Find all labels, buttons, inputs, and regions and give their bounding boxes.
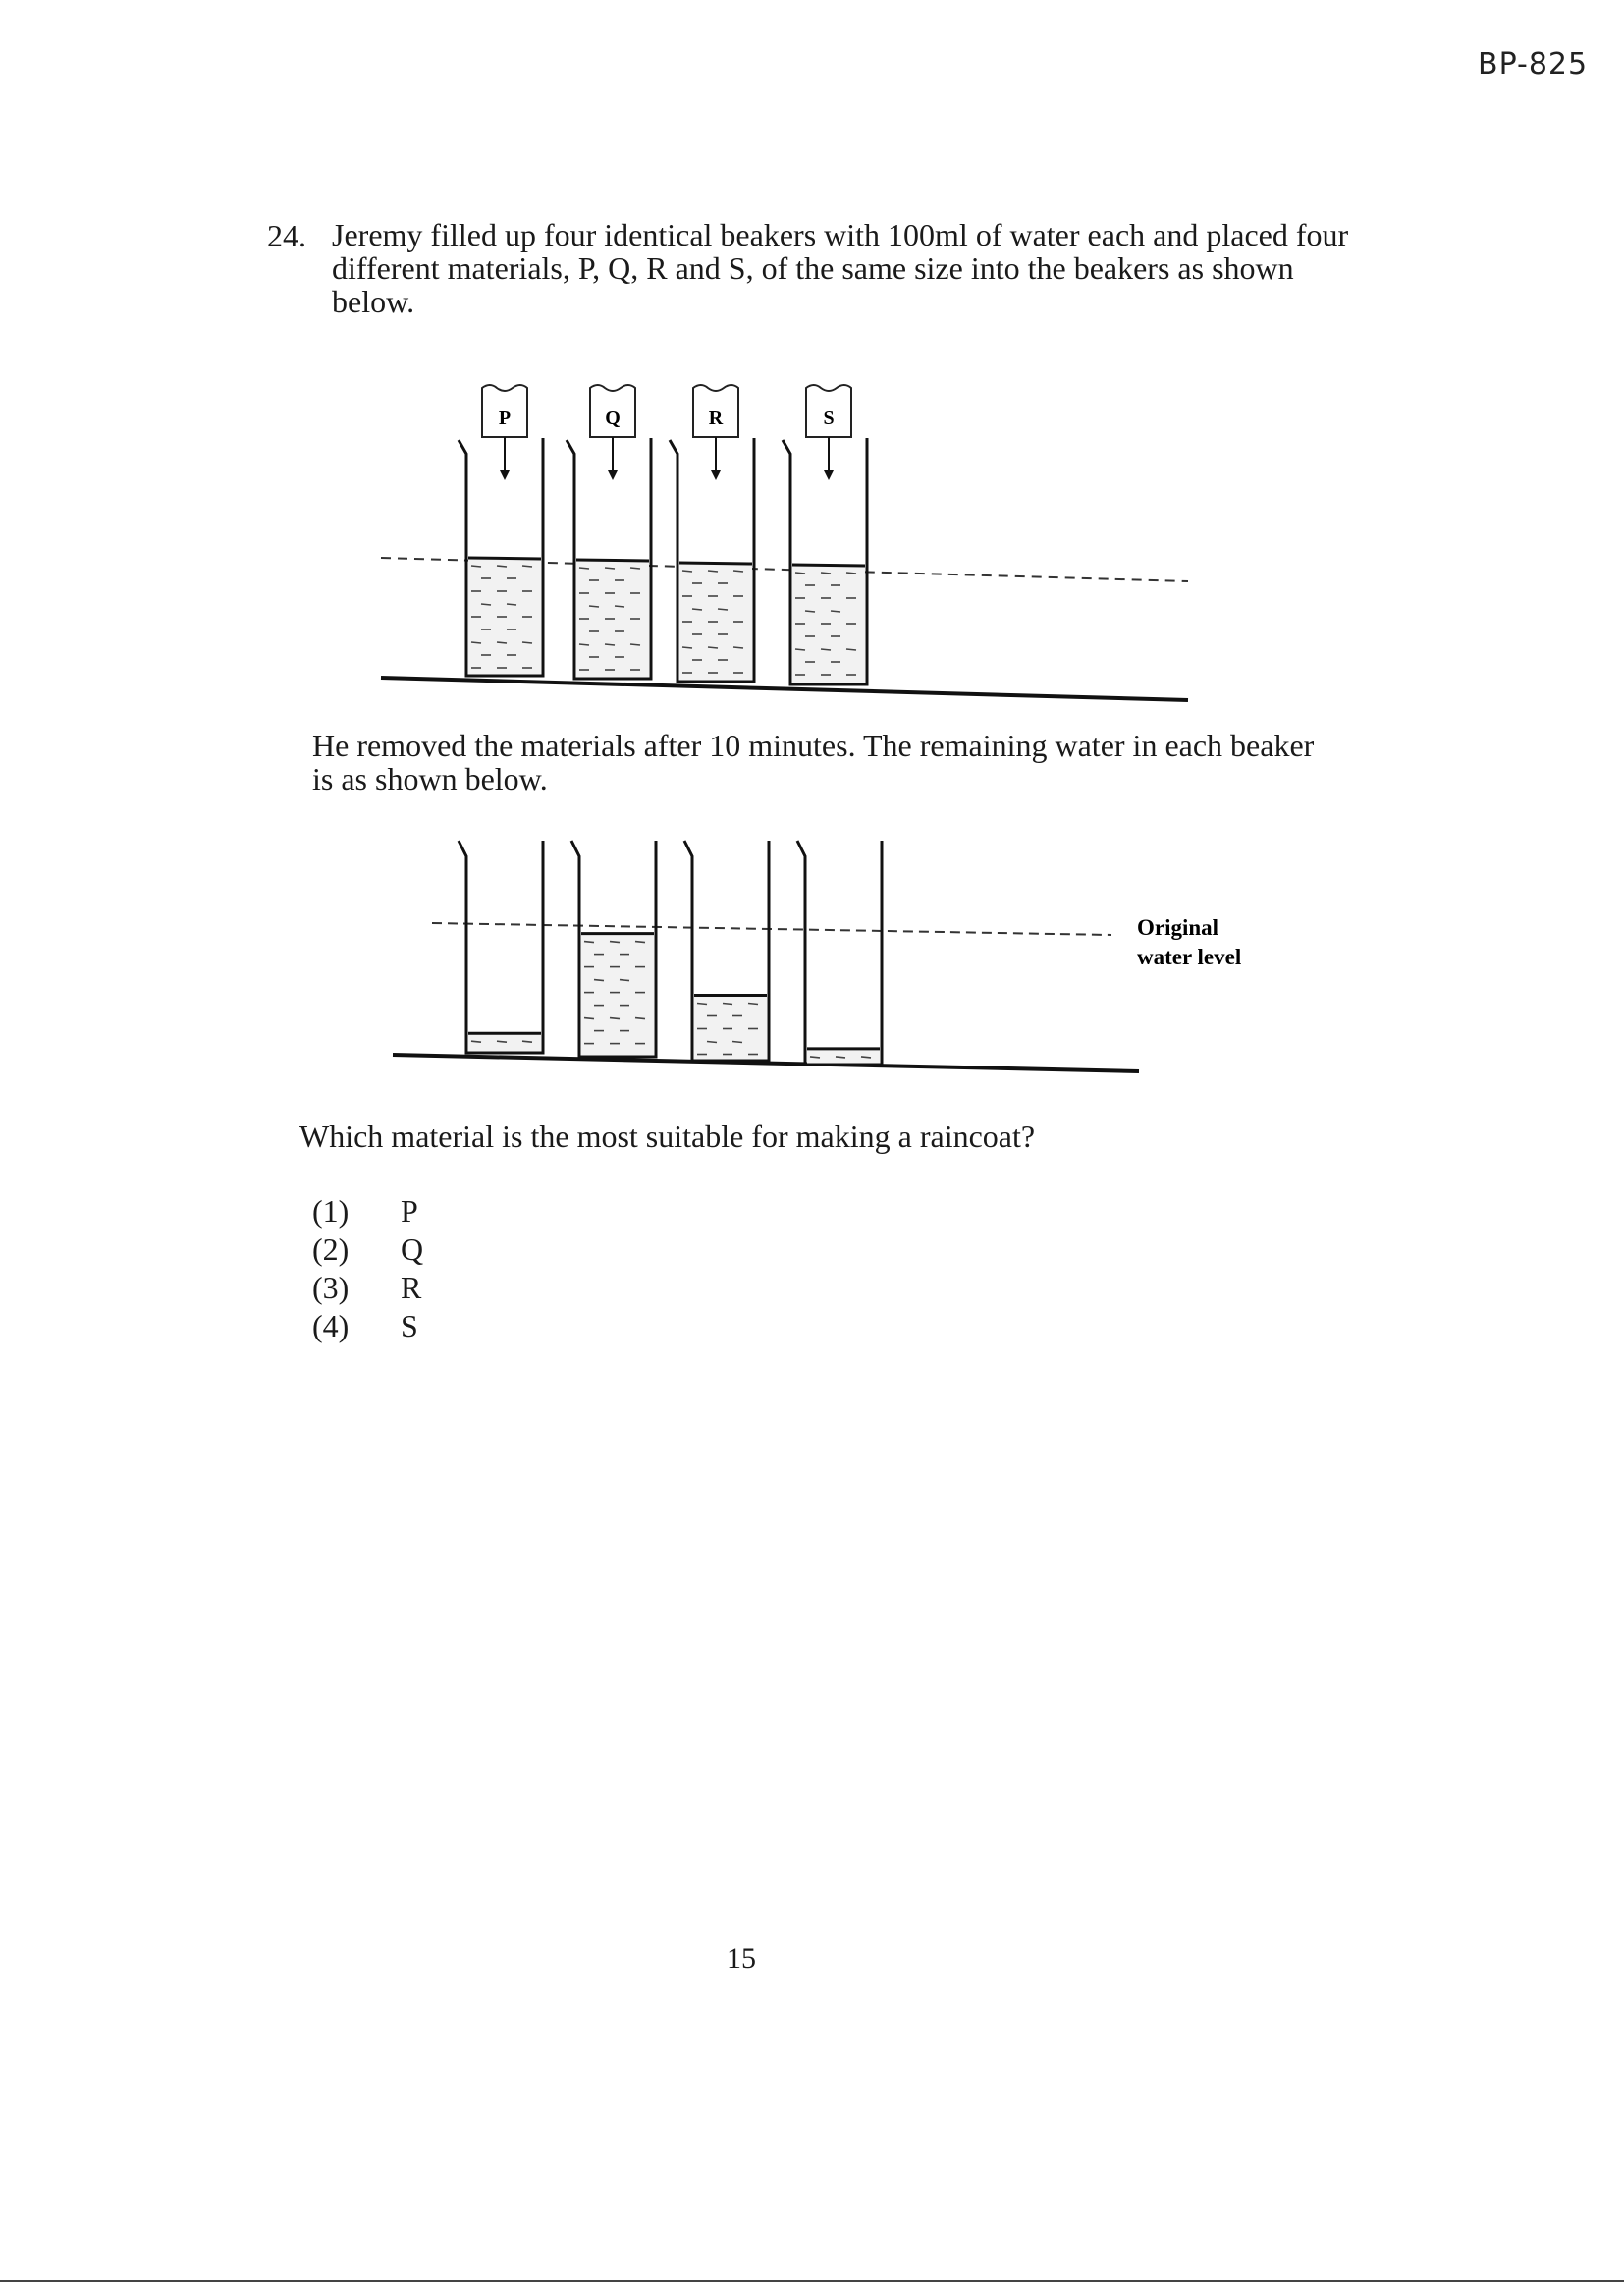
water-texture-dash — [682, 647, 692, 648]
water-texture-dash — [497, 566, 507, 567]
page-number: 15 — [727, 1942, 756, 1975]
water-texture-dash — [708, 647, 718, 648]
water-fill — [581, 934, 654, 1057]
arrow-head — [608, 470, 618, 480]
water-texture-dash — [630, 644, 640, 645]
table-surface — [381, 678, 1188, 700]
water-texture-dash — [836, 1057, 845, 1058]
paragraph-removed: He removed the materials after 10 minutes. The remaining water in each beaker is as shown below. — [312, 728, 1315, 796]
water-surface — [576, 560, 649, 561]
material-label: S — [823, 408, 835, 429]
water-texture-dash — [635, 1018, 645, 1019]
option-2[interactable] — [312, 1230, 423, 1269]
water-texture-dash — [861, 1057, 871, 1058]
water-level-label: water level — [1137, 945, 1242, 969]
water-texture-dash — [589, 606, 599, 607]
option-label: R — [401, 1270, 422, 1305]
water-texture-dash — [821, 573, 831, 574]
option-number: (3) — [312, 1270, 350, 1305]
original-water-level-line — [432, 923, 1111, 935]
material-label: Q — [605, 408, 621, 429]
water-texture-dash — [707, 1042, 717, 1043]
water-texture-dash — [810, 1057, 820, 1058]
water-texture-dash — [481, 604, 491, 605]
water-texture-dash — [732, 1042, 742, 1043]
water-texture-dash — [733, 647, 743, 648]
water-texture-dash — [708, 571, 718, 572]
arrow-head — [824, 470, 834, 480]
water-texture-dash — [594, 980, 604, 981]
water-texture-dash — [579, 644, 589, 645]
water-texture-dash — [718, 609, 728, 610]
answer-options — [312, 1192, 423, 1345]
water-texture-dash — [471, 1041, 481, 1042]
water-texture-dash — [723, 1004, 732, 1005]
beaker-r — [670, 385, 754, 682]
beaker-q — [567, 385, 651, 679]
water-texture-dash — [522, 642, 532, 643]
arrow-head — [500, 470, 510, 480]
option-number: (1) — [312, 1193, 350, 1229]
paper-code: BP-825 — [1478, 47, 1589, 82]
water-texture-dash — [605, 568, 615, 569]
water-texture-dash — [522, 566, 532, 567]
beaker-outline — [459, 841, 543, 1053]
water-texture-dash — [497, 1041, 507, 1042]
arrow-head — [711, 470, 721, 480]
water-texture-dash — [610, 1018, 620, 1019]
beaker-p — [459, 385, 543, 676]
question-number: 24. — [267, 218, 306, 253]
original-label: Original — [1137, 915, 1219, 940]
water-texture-dash — [522, 1041, 532, 1042]
beaker-remaining-2 — [571, 841, 656, 1057]
water-texture-dash — [615, 606, 624, 607]
water-texture-dash — [795, 573, 805, 574]
water-texture-dash — [805, 611, 815, 612]
option-label: P — [401, 1193, 418, 1229]
water-texture-dash — [682, 571, 692, 572]
water-texture-dash — [846, 573, 856, 574]
option-label: Q — [401, 1231, 424, 1267]
material-label: P — [498, 408, 512, 429]
water-texture-dash — [630, 568, 640, 569]
question-stem: Jeremy filled up four identical beakers with 100ml of water each and placed four different materials, P, Q, R and S, of the same size into the beakers as shown below. — [332, 217, 1349, 319]
water-texture-dash — [733, 571, 743, 572]
water-texture-dash — [584, 1018, 594, 1019]
water-texture-dash — [584, 942, 594, 943]
water-texture-dash — [795, 649, 805, 650]
footer-rule — [0, 2280, 1624, 2282]
beaker-remaining-3 — [684, 841, 769, 1061]
water-fill — [468, 1033, 541, 1053]
option-number: (4) — [312, 1308, 350, 1343]
option-label: S — [401, 1308, 418, 1343]
option-1[interactable] — [312, 1192, 423, 1230]
water-texture-dash — [748, 1004, 758, 1005]
option-number: (2) — [312, 1231, 350, 1267]
water-texture-dash — [507, 604, 516, 605]
option-3[interactable] — [312, 1269, 423, 1307]
water-surface — [679, 563, 752, 564]
water-texture-dash — [610, 942, 620, 943]
water-texture-dash — [821, 649, 831, 650]
remaining-water-figure — [383, 833, 1296, 1078]
beaker-remaining-1 — [459, 841, 543, 1053]
question-prompt: Which material is the most suitable for making a raincoat? — [299, 1119, 1036, 1154]
beaker-remaining-4 — [797, 841, 882, 1065]
water-surface — [468, 558, 541, 559]
water-texture-dash — [697, 1004, 707, 1005]
water-texture-dash — [846, 649, 856, 650]
water-surface — [792, 565, 865, 566]
water-texture-dash — [692, 609, 702, 610]
water-texture-dash — [635, 942, 645, 943]
water-texture-dash — [831, 611, 840, 612]
option-4[interactable] — [312, 1307, 423, 1345]
water-texture-dash — [471, 566, 481, 567]
water-texture-dash — [620, 980, 629, 981]
water-texture-dash — [579, 568, 589, 569]
beaker-s — [783, 385, 867, 684]
water-texture-dash — [471, 642, 481, 643]
water-fill — [792, 565, 865, 684]
beaker-outline — [797, 841, 882, 1065]
beakers-with-materials-figure — [373, 378, 1198, 712]
water-texture-dash — [605, 644, 615, 645]
material-label: R — [708, 408, 724, 429]
water-texture-dash — [497, 642, 507, 643]
